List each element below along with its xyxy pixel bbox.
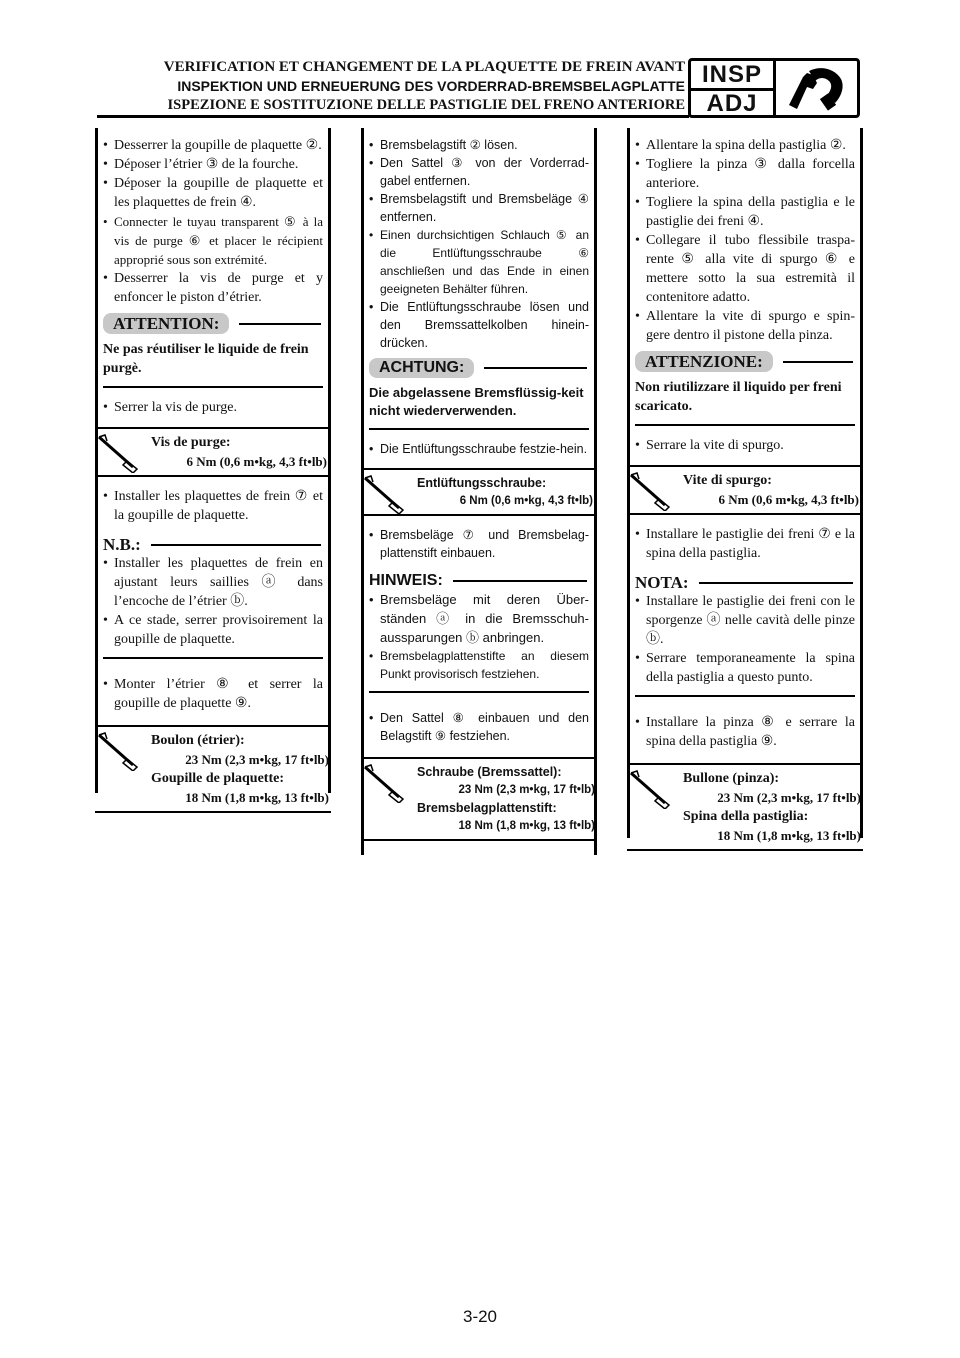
fr-note-1: • Installer les plaquettes de frein en ajustant leurs saillies ⓐ dans l’encoche de l’étrier ⓑ. [103, 554, 323, 611]
fr-note-label: N.B.: [103, 535, 141, 554]
fr-step-8: • Monter l’étrier ⑧ et serrer la goupille de plaquette ⑨. [103, 675, 323, 713]
it-step-3: • Togliere la spina della pastiglia e le pastiglie dei freni ④. [635, 193, 855, 231]
de-step-6: • Die Entlüftungsschraube festzie-hein. [369, 440, 589, 458]
fr-caution-text: Ne pas réutiliser le liquide de frein purgè. [103, 342, 309, 376]
badge-insp: INSP [701, 61, 762, 88]
fr-step-7: • Installer les plaquettes de frein ⑦ et la goupille de plaquette. [103, 487, 323, 525]
page-header-titles [164, 58, 685, 115]
it-torque-1: Vite di spurgo: 6 Nm (0,6 m•kg, 4,3 ft•lb) [627, 465, 863, 515]
it-step-8: • Installare la pinza ⑧ e serrare la spina della pastiglia ⑨. [635, 713, 855, 751]
de-step-2: • Den Sattel ③ von der Vorderrad-gabel entfernen. [369, 154, 589, 190]
it-step-2: • Togliere la pinza ③ dalla forcella anteriore. [635, 155, 855, 193]
it-note-label: NOTA: [635, 573, 689, 592]
fr-torque-2: Boulon (étrier): 23 Nm (2,3 m•kg, 17 ft•lb) Goupille de plaquette: 18 Nm (1,8 m•kg, 13 ft•lb) [95, 725, 331, 813]
torque-wrench-icon [97, 433, 141, 473]
de-step-3: • Bremsbelagstift und Bremsbeläge ④ entfernen. [369, 190, 589, 226]
de-note-2: • Bremsbelagplattenstifte an diesem Punkt provisorisch festziehen. [369, 647, 589, 683]
it-step-4: • Collegare il tubo flessibile traspa-rente ⑤ alla vite di spurgo ⑥ e mettere sotto la sua estremità il contenitore adatto. [635, 231, 855, 307]
column-french [95, 128, 331, 805]
fr-note-2: • A ce stade, serrer provisoirement la goupille de plaquette. [103, 611, 323, 649]
de-note-label: HINWEIS: [369, 572, 443, 589]
wrench-caliper-icon [783, 65, 849, 113]
de-caution-label: ACHTUNG: [369, 358, 474, 378]
column-italian [627, 128, 863, 843]
fr-step-5: • Desserrer la vis de purge et y enfoncer le piston d’étrier. [103, 269, 323, 307]
title-german: INSPEKTION UND ERNEUERUNG DES VORDERRAD-BREMSBELAGPLATTE [177, 78, 685, 94]
it-step-7: • Installare le pastiglie dei freni ⑦ e la spina della pastiglia. [635, 525, 855, 563]
de-step-8: • Den Sattel ⑧ einbauen und den Belagstift ⑨ festziehen. [369, 709, 589, 745]
fr-torque-1: Vis de purge: 6 Nm (0,6 m•kg, 4,3 ft•lb) [95, 427, 331, 477]
de-step-4: • Einen durchsichtigen Schlauch ⑤ an die Entlüftungsschraube ⑥ anschließen und das Ende in einen geeigneten Behälter führen. [369, 226, 589, 298]
it-caution-label: ATTENZIONE: [635, 351, 773, 372]
de-step-7: • Bremsbeläge ⑦ und Bremsbelag-plattenstift einbauen. [369, 526, 589, 562]
header-rule [97, 115, 689, 118]
section-badge [688, 58, 860, 118]
torque-wrench-icon [629, 471, 673, 511]
badge-adj: ADJ [706, 90, 758, 117]
it-step-5: • Allentare la vite di spurgo e spin-gere dentro il pistone della pinza. [635, 307, 855, 345]
it-torque-2: Bullone (pinza): 23 Nm (2,3 m•kg, 17 ft•lb) Spina della pastiglia: 18 Nm (1,8 m•kg, 13 ft•lb) [627, 763, 863, 851]
it-step-1: • Allentare la spina della pastiglia ②. [635, 136, 855, 155]
de-torque-1: Entlüftungsschraube: 6 Nm (0,6 m•kg, 4,3 ft•lb) [361, 468, 597, 516]
torque-wrench-icon [97, 731, 141, 771]
torque-wrench-icon [363, 763, 407, 803]
it-caution-text: Non riutilizzare il liquido per freni scaricato. [635, 380, 842, 414]
it-note-1: • Installare le pastiglie dei freni con le sporgenze ⓐ nelle cavità delle pinze ⓑ. [635, 592, 855, 649]
fr-step-2: • Déposer l’étrier ③ de la fourche. [103, 155, 323, 174]
title-french: VERIFICATION ET CHANGEMENT DE LA PLAQUETTE DE FREIN AVANT [163, 59, 685, 75]
de-torque-2: Schraube (Bremssattel): 23 Nm (2,3 m•kg, 17 ft•lb) Bremsbelagplattenstift: 18 Nm (1,8 m•kg, 13 ft•lb) [361, 757, 597, 841]
fr-step-3: • Déposer la goupille de plaquette et les plaquettes de frein ④. [103, 174, 323, 212]
fr-step-6: • Serrer la vis de purge. [103, 398, 323, 417]
de-step-1: • Bremsbelagstift ② lösen. [369, 136, 589, 154]
page-number: 3-20 [462, 1307, 498, 1326]
it-step-6: • Serrare la vite di spurgo. [635, 436, 855, 455]
torque-wrench-icon [363, 474, 407, 514]
fr-caution-label: ATTENTION: [103, 313, 229, 334]
fr-step-4: • Connecter le tuyau transparent ⑤ à la vis de purge ⑥ et placer le récipient approprié sous son extrémité. [103, 212, 323, 269]
column-german [361, 128, 597, 855]
de-step-5: • Die Entlüftungsschraube lösen und den Bremssattelkolben hinein-drücken. [369, 298, 589, 352]
torque-wrench-icon [629, 769, 673, 809]
fr-step-1: • Desserrer la goupille de plaquette ②. [103, 136, 323, 155]
title-italian: ISPEZIONE E SOSTITUZIONE DELLE PASTIGLIE DEL FRENO ANTERIORE [167, 97, 685, 113]
it-note-2: • Serrare temporaneamente la spina della pastiglia a questo punto. [635, 649, 855, 687]
de-caution-text: Die abgelassene Bremsflüssig-keit nicht wiederverwenden. [369, 385, 584, 418]
de-note-1: • Bremsbeläge mit deren Über-ständen ⓐ in die Bremsschuh-aussparungen ⓑ anbringen. [369, 590, 589, 647]
